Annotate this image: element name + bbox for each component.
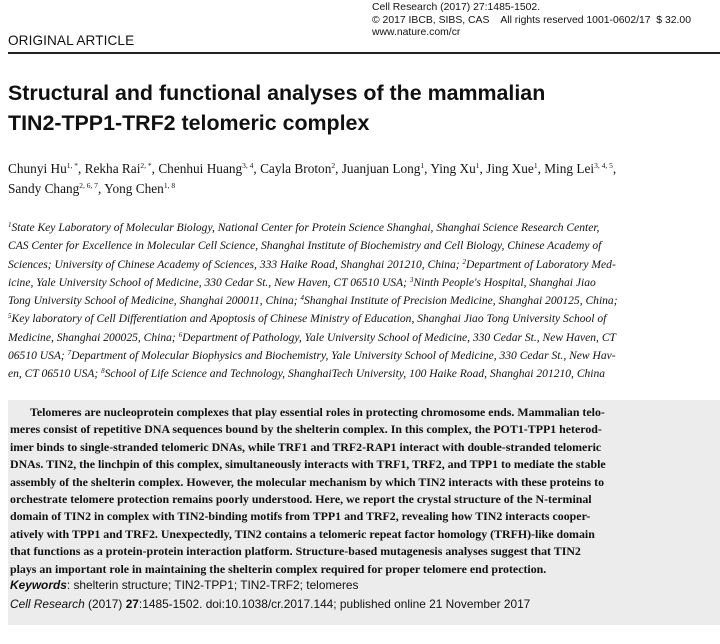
affiliation-text: Ninth People's Hospital, Shanghai Jiao [413, 276, 596, 289]
journal-url: www.nature.com/cr [372, 27, 461, 39]
citation-journal: Cell Research [10, 597, 85, 611]
abstract-line: orchestrate telomere protection remains poorly understood. Here, we report the crystal structure of the N-terminal [10, 492, 592, 507]
author-separator: , [253, 161, 261, 176]
affiliation-marker: 3 [409, 275, 414, 284]
author-separator: , [612, 161, 617, 176]
journal-citation: Cell Research (2017) 27:1485-1502. [372, 2, 541, 13]
affiliation-line [8, 256, 716, 274]
affiliation-list [8, 219, 716, 384]
affiliation-text: Medicine, Shanghai 200025, China; [8, 331, 179, 344]
author-separator: , [98, 181, 105, 196]
affiliation-marker: 5 [8, 312, 12, 321]
article-type-label: ORIGINAL ARTICLE [8, 33, 135, 48]
affiliation-text: en, CT 06510 USA; [8, 368, 102, 381]
author-name: Sandy Chang [8, 181, 80, 196]
affiliation-line [8, 237, 716, 255]
paper-title [8, 78, 708, 138]
author-separator: , [335, 161, 342, 176]
affiliation-line [8, 219, 716, 237]
author-affiliation-marker: 1, * [66, 161, 78, 170]
author-affiliation-marker: 2, * [140, 161, 152, 170]
citation-line [10, 596, 716, 612]
author-separator: , [77, 161, 85, 176]
abstract-line: meres consist of repetitive DNA sequences bound by the shelterin complex. In this complex, the POT1-TPP1 heterod- [10, 422, 602, 437]
author-name: Ying Xu [430, 161, 476, 176]
abstract-line: atively with TPP1 and TRF2. Unexpectedly, TIN2 contains a telomeric repeat factor homology (TRFH)-like domain [10, 526, 595, 541]
affiliation-marker: 1 [8, 221, 12, 229]
author-name: Rekha Rai [84, 161, 141, 176]
affiliation-text: 06510 USA; [8, 350, 68, 363]
affiliation-text: Department of Laboratory Med- [466, 258, 616, 271]
abstract-line: DNAs. TIN2, the linchpin of this complex, simultaneously interacts with TRF1, TRF2, and TPP1 to mediate the stable [10, 457, 606, 472]
abstract-line: assembly of the shelterin complex. However, the molecular mechanism by which TIN2 interacts with these proteins to [10, 474, 605, 489]
affiliation-text: School of Life Science and Technology, ShanghaiTech University, 100 Haike Road, Shanghai 201210, China [104, 368, 606, 381]
author-affiliation-marker: 1, 8 [163, 181, 176, 190]
affiliation-text: Shanghai Institute of Precision Medicine, Shanghai 200125, China; [304, 295, 618, 308]
keywords-line: Keywords: shelterin structure; TIN2-TPP1; TIN2-TRF2; telomeres [10, 578, 359, 592]
affiliation-text: Department of Pathology, Yale University School of Medicine, 330 Cedar St., New Haven, CT [182, 331, 616, 344]
affiliation-line [8, 329, 716, 347]
author-name: Yong Chen [104, 181, 164, 196]
affiliation-marker: 4 [300, 294, 304, 303]
abstract-line: imer binds to single-stranded telomeric DNAs, while TRF1 and TRF2-RAP1 interact with double-stranded telomeric [10, 439, 602, 454]
affiliation-line [8, 292, 716, 310]
citation-volume: 27 [125, 597, 139, 611]
author-name: Cayla Broton [260, 161, 332, 176]
abstract-line: domain of TIN2 in complex with TIN2-binding motifs from TPP1 and TRF2, revealing how TIN2 interacts cooper- [10, 509, 591, 524]
affiliation-text: icine, Yale University School of Medicine, 330 Cedar St., New Haven, CT 06510 USA; [8, 276, 410, 289]
affiliation-text: CAS Center for Excellence in Molecular Cell Science, Shanghai Institute of Biochemistry and Cell Biology, Chinese Academy of [8, 240, 602, 253]
author-separator: , [479, 161, 487, 176]
author-name: Chunyi Hu [8, 161, 67, 176]
author-affiliation-marker: 1 [420, 161, 425, 170]
affiliation-marker: 2 [462, 257, 467, 266]
affiliation-line [8, 274, 716, 292]
author-separator: , [151, 161, 159, 176]
abstract-line: Telomeres are nucleoprotein complexes that play essential roles in protecting chromosome ends. Mammalian telo- [30, 405, 605, 419]
abstract-line: plays an important role in maintaining the shelterin complex required for proper telomere end protection. [10, 561, 547, 576]
author-affiliation-marker: 1 [475, 161, 480, 170]
affiliation-text: Tong University School of Medicine, Shanghai 200011, China; [8, 295, 301, 308]
citation-year: (2017) [88, 597, 123, 611]
author-separator: , [537, 161, 545, 176]
title-line: Structural and functional analyses of the mammalian [8, 81, 546, 105]
author-affiliation-marker: 1 [533, 161, 538, 170]
author-name: Ming Lei [544, 161, 595, 176]
citation-rest: :1485-1502. doi:10.1038/cr.2017.144; published online 21 November 2017 [138, 597, 531, 611]
affiliation-marker: 7 [67, 349, 72, 358]
author-affiliation-marker: 2 [331, 161, 336, 170]
affiliation-text: Department of Molecular Biophysics and Biochemistry, Yale University School of Medicine, 330 Cedar St., New Hav- [71, 350, 616, 363]
title-line: TIN2-TPP1-TRF2 telomeric complex [8, 111, 370, 135]
abstract-text [10, 404, 716, 578]
affiliation-text: Key laboratory of Cell Differentiation and Apoptosis of Chinese Ministry of Education, Shanghai Jiao Tong University School of [11, 313, 607, 326]
affiliation-text: Sciences; University of Chinese Academy of Sciences, 333 Haike Road, Shanghai 201210, China; [8, 258, 463, 271]
author-affiliation-marker: 2, 6, 7 [79, 181, 99, 190]
affiliation-line [8, 310, 716, 328]
journal-header [372, 2, 718, 40]
author-name: Juanjuan Long [341, 161, 421, 176]
author-affiliation-marker: 3, 4 [242, 161, 254, 170]
keywords-text: shelterin structure; TIN2-TPP1; TIN2-TRF2; telomeres [73, 578, 359, 592]
affiliation-line [8, 347, 716, 365]
author-line [8, 159, 720, 179]
author-affiliation-marker: 3, 4, 5 [594, 161, 613, 170]
header-divider [8, 52, 720, 54]
author-separator: , [424, 161, 431, 176]
author-name: Jing Xue [486, 161, 534, 176]
author-list [8, 159, 720, 199]
affiliation-text: State Key Laboratory of Molecular Biology, National Center for Protein Science Shanghai, Shanghai Science Research Center, [11, 222, 600, 234]
abstract-line: that functions as a protein-protein interaction platform. Structure-based mutagenesis analyses suggest that TIN2 [10, 544, 581, 559]
keywords-label: Keywords [10, 578, 67, 592]
author-name: Chenhui Huang [158, 161, 243, 176]
journal-copyright: © 2017 IBCB, SIBS, CAS All rights reserved 1001-0602/17 $ 32.00 [372, 14, 691, 26]
author-line [8, 179, 720, 199]
affiliation-line [8, 365, 716, 383]
affiliation-marker: 8 [101, 367, 105, 376]
affiliation-marker: 6 [178, 330, 183, 339]
